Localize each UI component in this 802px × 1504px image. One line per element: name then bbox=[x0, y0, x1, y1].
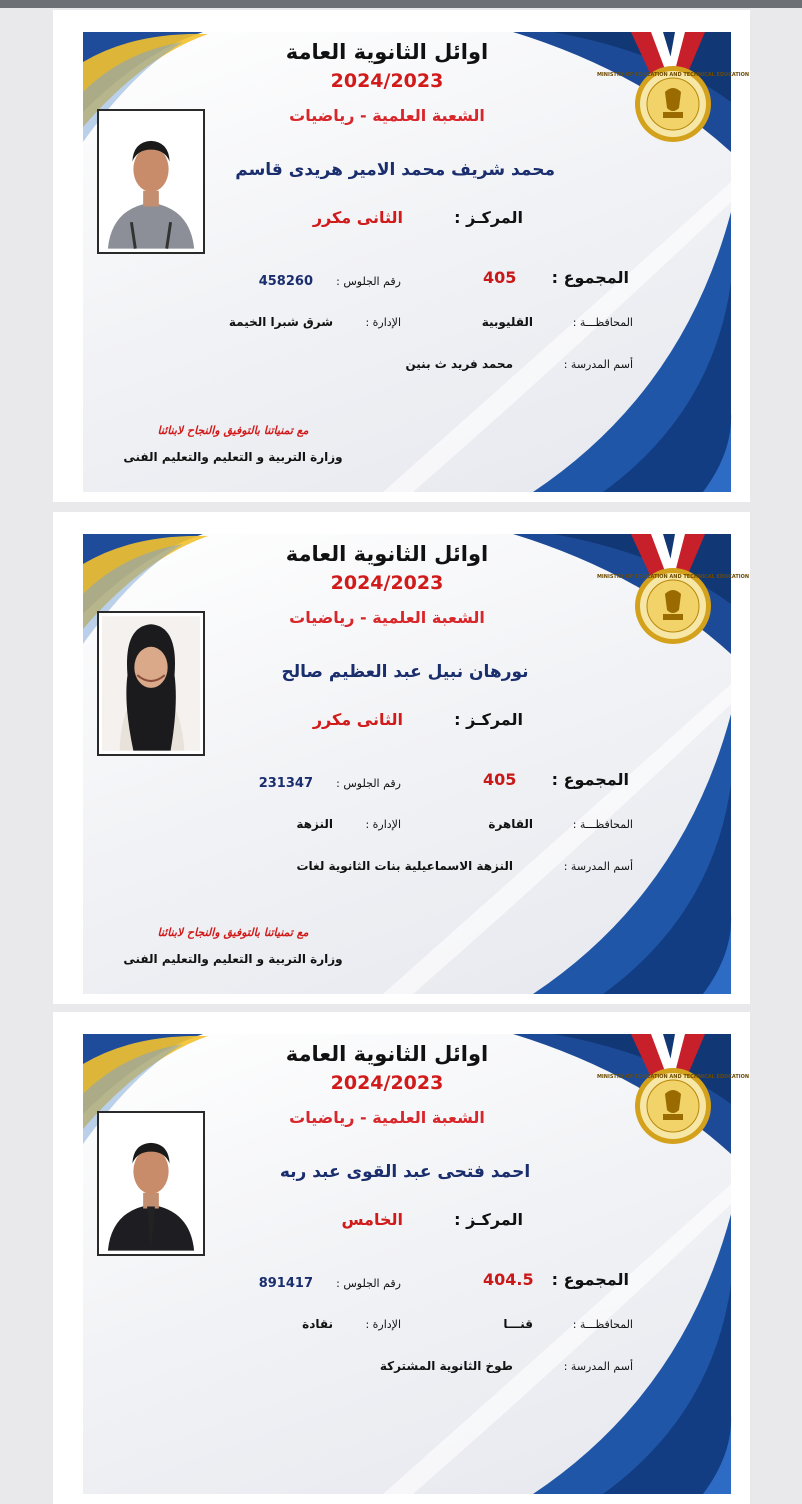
total-value: 405 bbox=[483, 770, 517, 789]
ministry-name: وزارة التربية و التعليم والتعليم الفنى bbox=[123, 952, 343, 966]
directorate-value: النزهة bbox=[296, 817, 333, 831]
directorate-label: الإدارة : bbox=[365, 1318, 401, 1331]
academic-year: 2024/2023 bbox=[330, 70, 444, 92]
school-label: أسم المدرسة : bbox=[563, 860, 633, 873]
academic-year: 2024/2023 bbox=[330, 1072, 444, 1094]
directorate-value: شرق شبرا الخيمة bbox=[228, 315, 333, 329]
seal-text: MINISTRY OF EDUCATION AND TECHNICAL EDUCATION bbox=[596, 72, 750, 78]
total-label: المجموع : bbox=[551, 770, 629, 789]
governorate-value: قنـــا bbox=[503, 1317, 533, 1331]
card-inner bbox=[83, 32, 750, 492]
seat-number-value: 458260 bbox=[258, 274, 313, 289]
academic-year: 2024/2023 bbox=[330, 572, 444, 594]
directorate-label: الإدارة : bbox=[365, 818, 401, 831]
honor-card bbox=[53, 512, 750, 1004]
school-label: أسم المدرسة : bbox=[563, 358, 633, 371]
student-name: نورهان نبيل عبد العظيم صالح bbox=[281, 662, 529, 682]
rank-label: المركـز : bbox=[454, 1210, 523, 1229]
seat-number-label: رقم الجلوس : bbox=[336, 1277, 401, 1290]
directorate-value: نقادة bbox=[302, 1317, 333, 1331]
directorate-label: الإدارة : bbox=[365, 316, 401, 329]
wish-text: مع تمنياتنا بالتوفيق والنجاح لابنائنا bbox=[157, 926, 309, 939]
total-label: المجموع : bbox=[551, 268, 629, 287]
student-name: احمد فتحى عبد القوى عبد ربه bbox=[279, 1162, 531, 1182]
total-label: المجموع : bbox=[551, 1270, 629, 1289]
total-value: 405 bbox=[483, 268, 517, 287]
governorate-label: المحافظـــة : bbox=[572, 316, 633, 329]
card-title: اوائل الثانوية العامة bbox=[285, 40, 489, 64]
male-student-photo bbox=[97, 109, 205, 254]
branch: الشعبة العلمية - رياضيات bbox=[289, 106, 485, 125]
branch: الشعبة العلمية - رياضيات bbox=[289, 608, 485, 627]
school-value: محمد فريد ث بنين bbox=[405, 357, 513, 371]
female-student-photo bbox=[97, 611, 205, 756]
card-title: اوائل الثانوية العامة bbox=[285, 1042, 489, 1066]
school-value: طوخ الثانوية المشتركة bbox=[379, 1359, 513, 1373]
rank-value: الثانى مكرر bbox=[312, 208, 403, 227]
male-student-photo bbox=[97, 1111, 205, 1256]
governorate-value: القاهرة bbox=[488, 817, 533, 831]
rank-label: المركـز : bbox=[454, 710, 523, 729]
governorate-label: المحافظـــة : bbox=[572, 818, 633, 831]
governorate-value: القليوبية bbox=[481, 315, 533, 329]
ministry-name: وزارة التربية و التعليم والتعليم الفنى bbox=[123, 450, 343, 464]
seat-number-value: 891417 bbox=[258, 1276, 313, 1291]
wish-text: مع تمنياتنا بالتوفيق والنجاح لابنائنا bbox=[157, 424, 309, 437]
total-value: 404.5 bbox=[483, 1270, 534, 1289]
seat-number-value: 231347 bbox=[258, 776, 313, 791]
school-label: أسم المدرسة : bbox=[563, 1360, 633, 1373]
seal-text: MINISTRY OF EDUCATION AND TECHNICAL EDUCATION bbox=[596, 1074, 750, 1080]
honor-card bbox=[53, 10, 750, 502]
governorate-label: المحافظـــة : bbox=[572, 1318, 633, 1331]
student-name: محمد شريف محمد الامير هريدى قاسم bbox=[235, 160, 555, 180]
seal-text: MINISTRY OF EDUCATION AND TECHNICAL EDUCATION bbox=[596, 574, 750, 580]
rank-value: الثانى مكرر bbox=[312, 710, 403, 729]
branch: الشعبة العلمية - رياضيات bbox=[289, 1108, 485, 1127]
top-status-bar bbox=[0, 0, 802, 8]
school-value: النزهة الاسماعيلية بنات الثانوية لغات bbox=[296, 859, 513, 873]
seat-number-label: رقم الجلوس : bbox=[336, 777, 401, 790]
rank-value: الخامس bbox=[341, 1210, 403, 1229]
honor-card bbox=[53, 1012, 750, 1504]
rank-label: المركـز : bbox=[454, 208, 523, 227]
seat-number-label: رقم الجلوس : bbox=[336, 275, 401, 288]
card-inner bbox=[83, 1034, 750, 1494]
card-title: اوائل الثانوية العامة bbox=[285, 542, 489, 566]
card-inner bbox=[83, 534, 750, 994]
